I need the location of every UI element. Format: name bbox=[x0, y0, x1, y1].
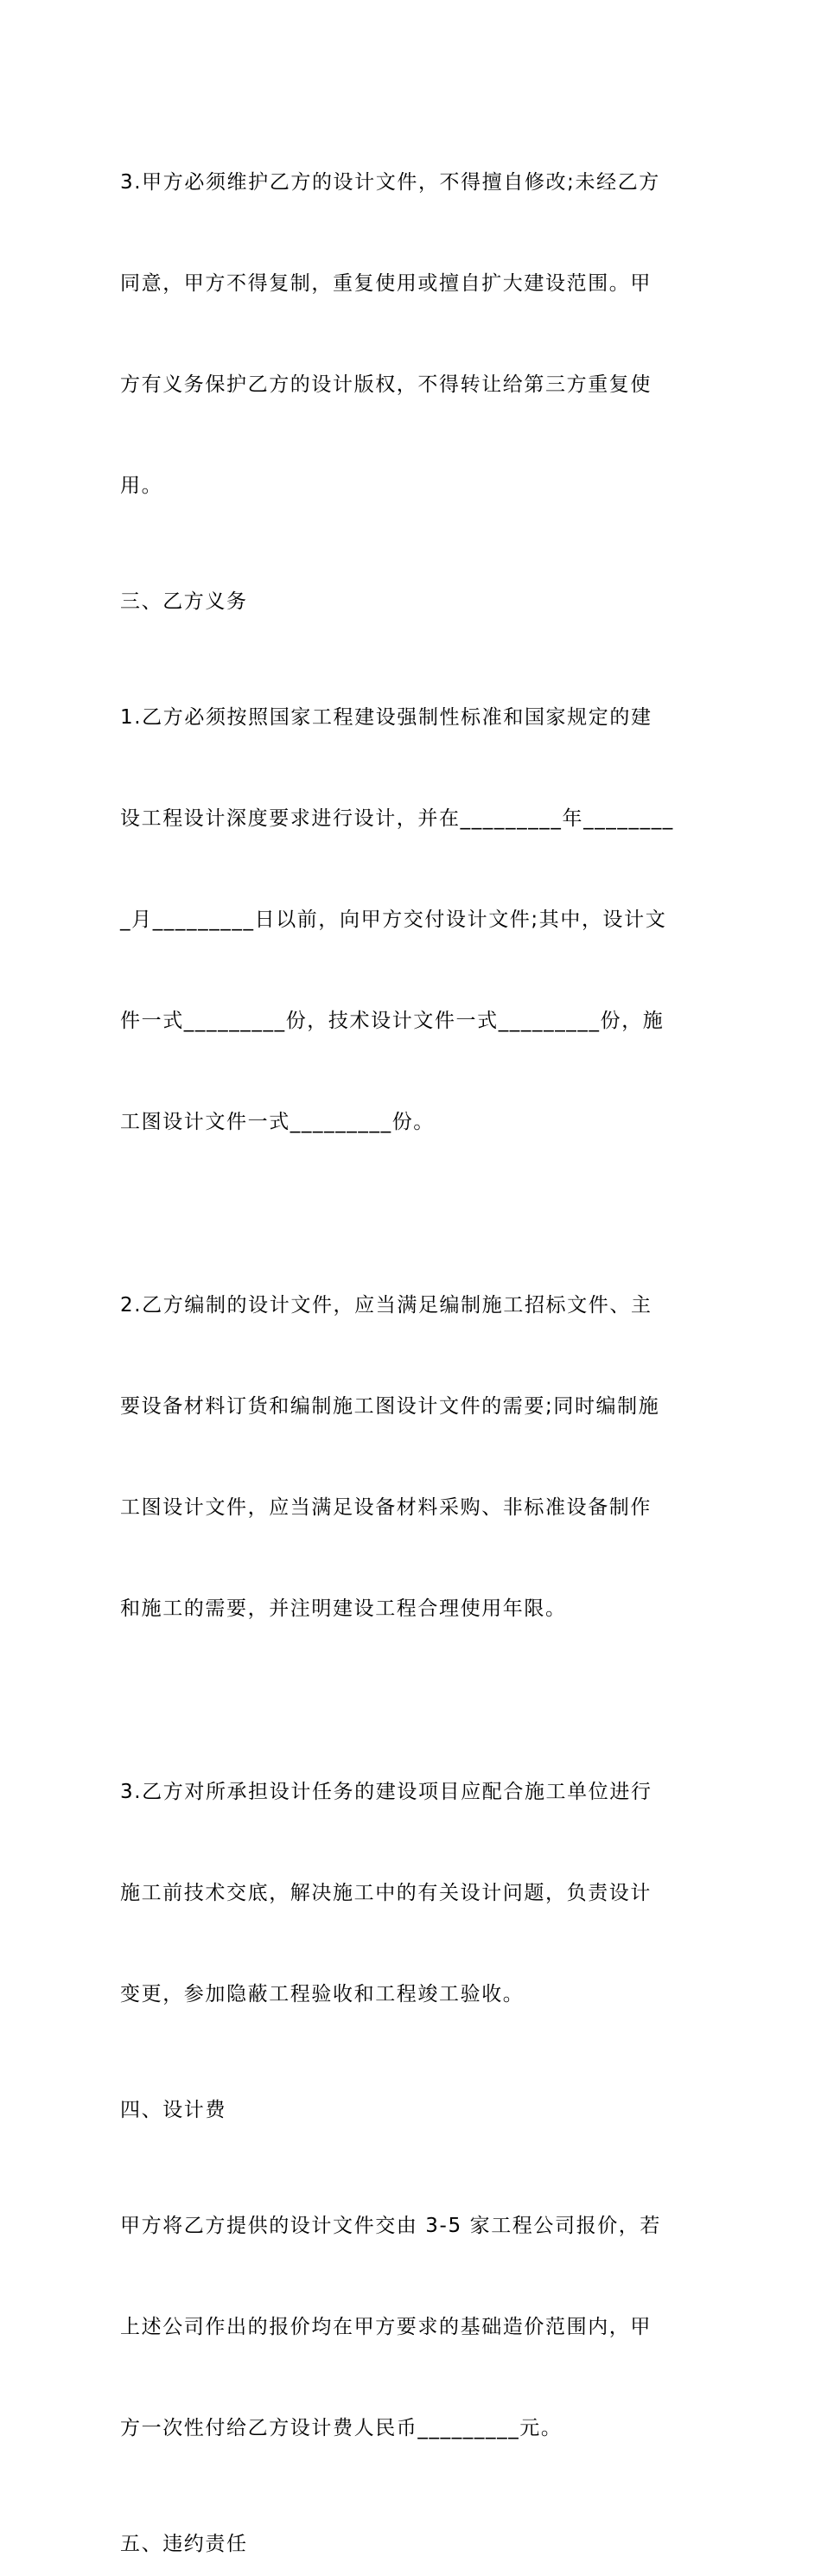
paragraph-clause-2-party-b bbox=[120, 1221, 701, 1693]
paragraph-clause-3-party-a bbox=[120, 99, 701, 571]
text-line: 上述公司作出的报价均在甲方要求的基础造价范围内，甲 bbox=[120, 2316, 652, 2338]
text-line: 工图设计文件一式_________份。 bbox=[120, 1111, 435, 1133]
section-heading-design-fee: 四、设计费 bbox=[120, 2099, 226, 2121]
text-line: 1.乙方必须按照国家工程建设强制性标准和国家规定的建 bbox=[120, 706, 652, 729]
text-line: 同意，甲方不得复制，重复使用或擅自扩大建设范围。甲 bbox=[120, 272, 652, 295]
text-line: 变更，参加隐蔽工程验收和工程竣工验收。 bbox=[120, 1983, 525, 2005]
text-line: 工图设计文件，应当满足设备材料采购、非标准设备制作 bbox=[120, 1496, 652, 1519]
text-line: _月_________日以前，向甲方交付设计文件;其中，设计文 bbox=[120, 909, 667, 931]
text-line: 施工前技术交底，解决施工中的有关设计问题，负责设计 bbox=[120, 1882, 652, 1904]
section-heading-party-b-obligations: 三、乙方义务 bbox=[120, 590, 248, 613]
text-line: 方有义务保护乙方的设计版权，不得转让给第三方重复使 bbox=[120, 373, 652, 396]
paragraph-design-fee bbox=[120, 2142, 701, 2513]
text-line: 3.乙方对所承担设计任务的建设项目应配合施工单位进行 bbox=[120, 1781, 652, 1803]
text-line: 2.乙方编制的设计文件，应当满足编制施工招标文件、主 bbox=[120, 1294, 652, 1317]
paragraph-clause-1-party-b bbox=[120, 634, 701, 1207]
text-line: 件一式_________份，技术设计文件一式_________份，施 bbox=[120, 1010, 665, 1032]
text-line: 要设备材料订货和编制施工图设计文件的需要;同时编制施 bbox=[120, 1395, 660, 1418]
text-line: 和施工的需要，并注明建设工程合理使用年限。 bbox=[120, 1597, 567, 1620]
text-line: 设工程设计深度要求进行设计，并在_________年________ bbox=[120, 807, 674, 830]
section-heading-liability-for-breach: 五、违约责任 bbox=[120, 2533, 248, 2555]
text-line: 方一次性付给乙方设计费人民币_________元。 bbox=[120, 2417, 563, 2439]
paragraph-clause-3-party-b bbox=[120, 1708, 701, 2079]
document-page bbox=[120, 99, 701, 2576]
text-line: 用。 bbox=[120, 475, 163, 497]
text-line: 甲方将乙方提供的设计文件交由 3-5 家工程公司报价，若 bbox=[120, 2215, 661, 2237]
text-line: 3.甲方必须维护乙方的设计文件，不得擅自修改;未经乙方 bbox=[120, 171, 660, 194]
